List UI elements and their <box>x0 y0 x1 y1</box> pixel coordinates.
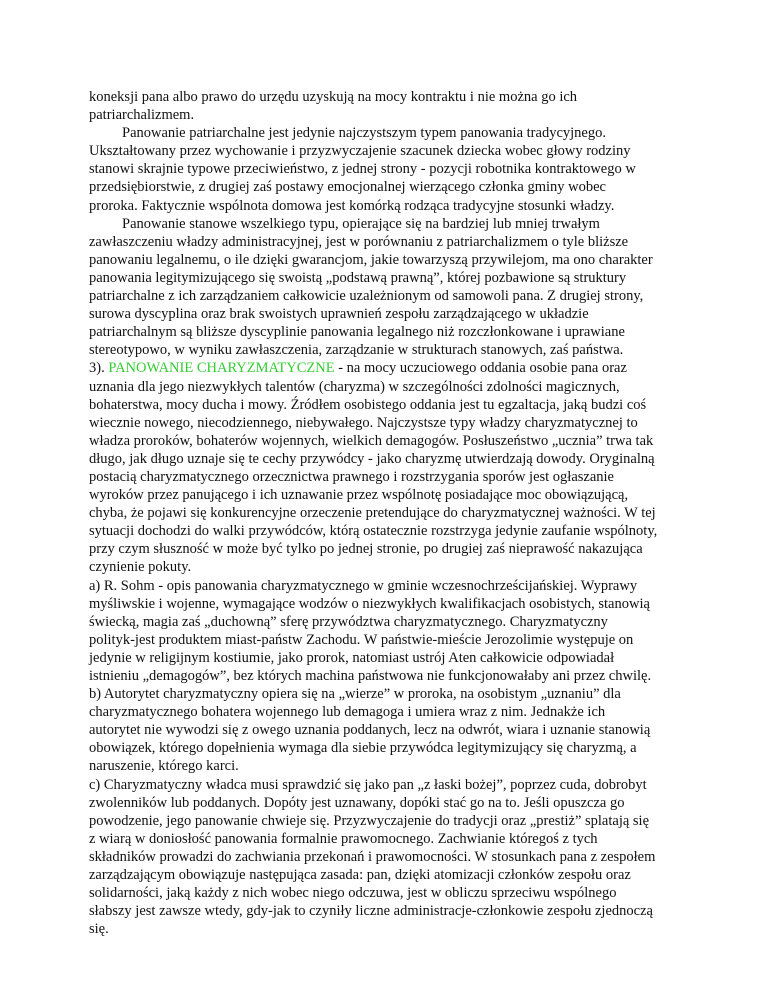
text-line: słabszy jest zawsze wtedy, gdy-jak to czyniły liczne administracje-członkowie zespołu zjednoczą <box>89 903 653 920</box>
text-line: proroka. Faktycznie wspólnota domowa jest komórką rodząca tradycyjne stosunki władzy. <box>89 197 615 214</box>
section-heading: PANOWANIE CHARYZMATYCZNE <box>108 360 335 377</box>
text-line: wyroków przez panującego i ich uznawanie przez wspólnotę posiadające moc obowiązującą, <box>89 487 629 504</box>
heading-line-rest: - na mocy uczuciowego oddania osobie pana oraz <box>334 360 627 377</box>
text-line: zawłaszczeniu władzy administracyjnej, jest w porównaniu z patriarchalizmem o tyle bliższe <box>89 233 629 250</box>
text-line: się. <box>89 921 109 938</box>
text-line: Ukształtowany przez wychowanie i przyzwyczajenie szacunek dziecka wobec głowy rodziny <box>89 143 631 160</box>
text-line: solidarności, jaką każdy z nich wobec niego odczuwa, jest w obliczu sprzeciwu wspólnego <box>89 885 617 902</box>
text-line: świecką, magia zaś „duchowną” sferę przywództwa charyzmatycznego. Charyzmatyczny <box>89 613 608 630</box>
paragraph-c <box>89 776 669 939</box>
paragraph-b <box>89 685 669 775</box>
text-line: postacią charyzmatycznego orzecznictwa prawnego i rozstrzygania sporów jest ogłaszanie <box>89 468 614 485</box>
text-line: Panowanie patriarchalne jest jedynie najczystszym typem panowania tradycyjnego. <box>122 125 606 142</box>
text-line: przedsiębiorstwie, z drugiej zaś postawy emocjonalnej wierzącego członka gminy wobec <box>89 179 606 196</box>
text-line: wiecznie nowego, niecodziennego, niebywałego. Najczystsze typy władzy charyzmatycznej to <box>89 414 638 431</box>
text-line: stereotypowo, w wyniku zawłaszczenia, zarządzanie w strukturach stanowych, zaś państwa. <box>89 342 624 359</box>
section-charismatic <box>89 359 669 576</box>
text-line: z wiarą w doniosłość panowania formalnie prawomocnego. Zachwianie któregoś z tych <box>89 830 598 847</box>
text-line: zarządzającym obowiązuje następująca zasada: pan, dzięki atomizacji członków zespołu oraz <box>89 867 631 884</box>
text-line: patriarchalne z ich zarządzaniem całkowicie uzależnionym od samowoli pana. Z drugiej strony, <box>89 288 644 305</box>
paragraph-continuation <box>89 88 669 124</box>
text-line: składników prowadzi do zachwiania przekonań i prawomocności. W stosunkach pana z zespołem <box>89 848 656 865</box>
document-page <box>89 88 669 938</box>
text-line: bohaterstwa, mocy ducha i mowy. Źródłem osobistego oddania jest tu egzaltacja, jaką budzi coś <box>89 396 647 413</box>
section-heading-line <box>89 359 669 377</box>
text-line: koneksji pana albo prawo do urzędu uzyskują na mocy kontraktu i nie można go ich <box>89 89 578 105</box>
text-line: stanowi skrajnie typowe przeciwieństwo, z jednej strony - pozycji robotnika kontraktowego w <box>89 161 636 178</box>
text-line: sytuacji dochodzi do walki przywódców, którą ostatecznie rozstrzyga jedynie zaufanie wspólnoty, <box>89 523 658 540</box>
text-line: chyba, że pojawi się konkurencyjne orzeczenie pretendujące do charyzmatycznej ważności. W tej <box>89 505 656 522</box>
text-line: długo, jak długo uznaje się te cechy przywódcy - jako charyzmę utwierdzają dowody. Oryginalną <box>89 450 655 467</box>
text-line: a) R. Sohm - opis panowania charyzmatycznego w gminie wczesnochrześcijańskiej. Wyprawy <box>89 577 638 594</box>
text-line: powodzenie, jego panowanie chwieje się. Przyzwyczajenie do tradycji oraz „prestiż” splatają się <box>89 812 650 829</box>
text-line: panowaniu legalnemu, o ile dzięki gwarancjom, jakie towarzyszą przywilejom, ma ono charakter <box>89 251 653 268</box>
text-line: jedynie w religijnym kostiumie, jako prorok, natomiast ustrój Aten całkowicie odpowiadał <box>89 649 615 666</box>
text-line: naruszenie, którego karci. <box>89 758 239 775</box>
text-line: czynienie pokuty. <box>89 559 192 576</box>
text-line: przy czym słuszność w może być tylko po jednej stronie, po drugiej zaś nieprawość nakazująca <box>89 541 643 558</box>
text-line: istnieniu „demagogów”, bez których machina państwowa nie funkcjonowałaby ani przez chwilę. <box>89 668 652 684</box>
text-line: myśliwskie i wojenne, wymagające wodzów o niezwykłych kwalifikacjach osobistych, stanowią <box>89 595 650 612</box>
text-line: panowania legitymizującego się swoistą „podstawą prawną”, której pozbawione są struktury <box>89 269 627 286</box>
text-line: c) Charyzmatyczny władca musi sprawdzić się jako pan „z łaski bożej”, poprzez cuda, dobrobyt <box>89 776 647 793</box>
text-line: obowiązek, którego dopełnienia wymaga dla siebie przywódca legitymizujący się charyzmą, a <box>89 740 637 757</box>
text-line: Panowanie stanowe wszelkiego typu, opierające się na bardziej lub mniej trwałym <box>122 215 600 232</box>
text-line: władza proroków, bohaterów wojennych, wielkich demagogów. Posłuszeństwo „ucznia” trwa tak <box>89 432 654 449</box>
text-line: patriarchalizmem. <box>89 107 195 124</box>
section-number: 3). <box>89 360 109 377</box>
paragraph-a <box>89 577 669 686</box>
text-line: polityk-jest produktem miast-państw Zachodu. W państwie-mieście Jerozolimie występuje on <box>89 631 634 648</box>
text-line: charyzmatycznego bohatera wojennego lub demagoga i umiera wraz z nim. Jednakże ich <box>89 704 606 721</box>
text-line: surowa dyscyplina oraz brak swoistych uprawnień zespołu zarządzającego w układzie <box>89 306 589 323</box>
text-line: zwolenników lub poddanych. Dopóty jest uznawany, dopóki stać go na to. Jeśli opuszcza go <box>89 794 625 811</box>
paragraph-estate <box>89 215 669 360</box>
text-line: uznania dla jego niezwykłych talentów (charyzma) w szczególności zdolności magicznych, <box>89 378 620 395</box>
text-line: b) Autorytet charyzmatyczny opiera się na „wierze” w proroka, na osobistym „uznaniu” dla <box>89 686 621 703</box>
text-line: patriarchalnym są bliższe dyscyplinie panowania legalnego niż rozczłonkowane i uprawiane <box>89 324 625 341</box>
text-line: autorytet nie wywodzi się z owego uznania poddanych, lecz na odwrót, wiara i uznanie stanowią <box>89 722 651 739</box>
paragraph-patriarchal <box>89 124 669 214</box>
